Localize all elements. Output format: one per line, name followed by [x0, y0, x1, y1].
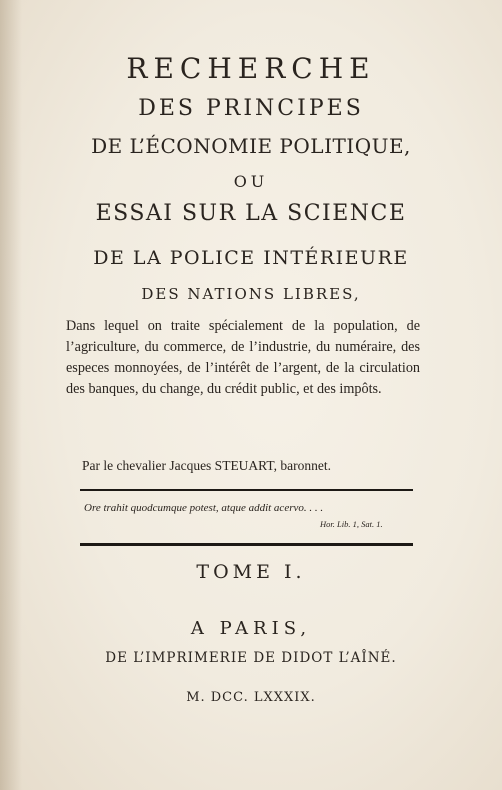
- imprint-city: A PARIS,: [190, 618, 312, 639]
- author-line: Par le chevalier Jacques STEUART, baronnet.: [82, 458, 331, 473]
- imprint-printer: DE L’IMPRIMERIE DE DIDOT L’AÎNÉ.: [105, 650, 397, 666]
- subtitle-line-2: DE LA POLICE INTÉRIEURE: [93, 247, 409, 269]
- description-paragraph: Dans lequel on traite spécialement de la population, de l’agriculture, du commerce, de l’industrie, du numéraire, des especes monnoyées, de l’intérêt de l’argent, de la circulation des banques, du change, du crédit public, et des impôts.: [66, 318, 420, 397]
- title-line-3: DE L’ÉCONOMIE POLITIQUE,: [91, 134, 411, 158]
- top-rule: [80, 489, 413, 491]
- title-line-2: DES PRINCIPES: [138, 96, 364, 121]
- title-line-1: RECHERCHE: [126, 52, 376, 85]
- epigraph-quote: Ore trahit quodcumque potest, atque addit acervo. . . .: [84, 502, 324, 514]
- subtitle-line-1: ESSAI SUR LA SCIENCE: [95, 201, 407, 226]
- volume-label: TOME I.: [196, 561, 306, 583]
- title-connector: OU: [233, 172, 269, 191]
- subtitle-line-3: DES NATIONS LIBRES,: [141, 285, 361, 303]
- imprint-year: M. DCC. LXXXIX.: [186, 690, 316, 705]
- bottom-rule: [80, 543, 413, 546]
- epigraph-source: Hor. Lib. 1, Sat. 1.: [320, 519, 383, 529]
